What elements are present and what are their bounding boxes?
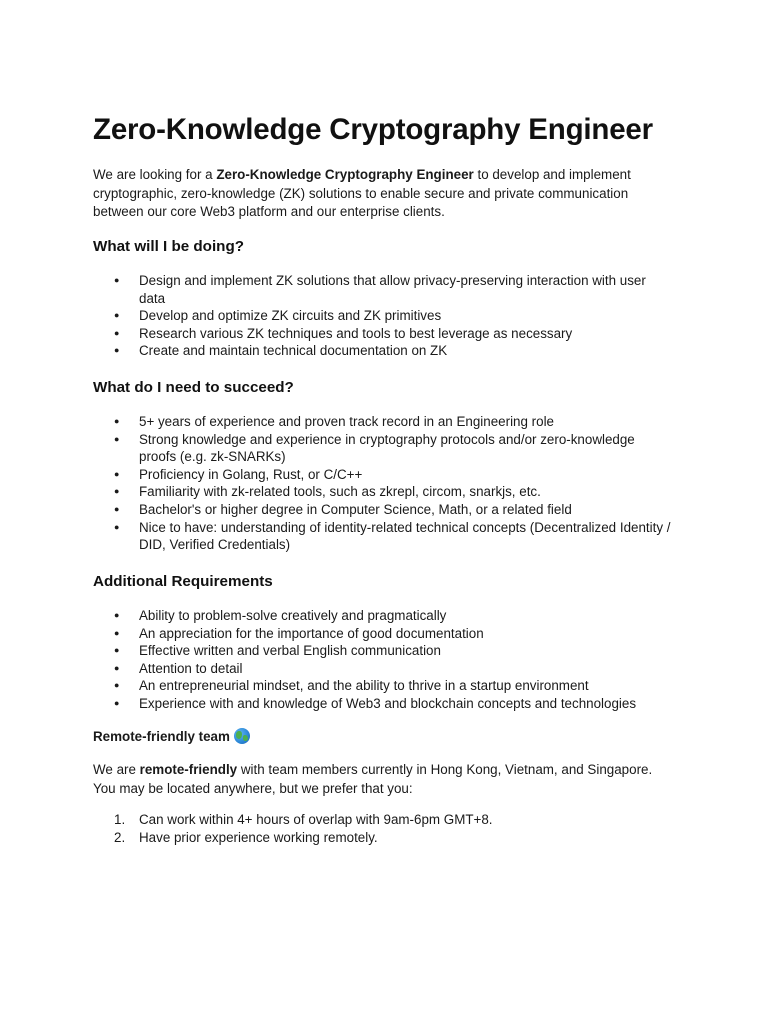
list-item: ● Attention to detail xyxy=(93,660,673,678)
remote-bold-text: remote-friendly xyxy=(139,762,238,777)
remote-text-rest: with team members currently in Hong Kong, Vietnam, and Singapore. You may be located anywhere, but we prefer that you: xyxy=(93,762,653,796)
item-number: 1. xyxy=(114,812,126,827)
list-item: ● Experience with and knowledge of Web3 and blockchain concepts and technologies xyxy=(93,695,673,713)
list-item: ● An appreciation for the importance of good documentation xyxy=(93,625,673,643)
section-heading-succeed: What do I need to succeed? xyxy=(93,379,294,396)
additional-list xyxy=(93,607,673,713)
remote-text: We are xyxy=(93,762,140,777)
intro-text: We are looking for a xyxy=(93,167,217,182)
item-text: Can work within 4+ hours of overlap with 9am-6pm GMT+8. xyxy=(139,812,493,827)
numbered-item xyxy=(93,829,673,847)
page-title: Zero-Knowledge Cryptography Engineer xyxy=(93,113,653,146)
list-item: ● Design and implement ZK solutions that allow privacy-preserving interaction with user data xyxy=(93,272,673,307)
list-item: ● 5+ years of experience and proven track record in an Engineering role xyxy=(93,413,673,431)
remote-heading-text: Remote-friendly team xyxy=(93,729,230,744)
list-item: ● Ability to problem-solve creatively and pragmatically xyxy=(93,607,673,625)
list-item: ● Create and maintain technical documentation on ZK xyxy=(93,342,673,360)
list-item: ● Bachelor's or higher degree in Computer Science, Math, or a related field xyxy=(93,501,673,519)
succeed-list xyxy=(93,413,673,554)
list-item: ● Strong knowledge and experience in cryptography protocols and/or zero-knowledge proofs (e.g. zk-SNARKs) xyxy=(93,431,673,466)
doing-list xyxy=(93,272,673,360)
intro-paragraph xyxy=(93,166,673,222)
list-item: ● Develop and optimize ZK circuits and ZK primitives xyxy=(93,307,673,325)
list-item: ● Familiarity with zk-related tools, such as zkrepl, circom, snarkjs, etc. xyxy=(93,483,673,501)
intro-text-rest: to develop and implement cryptographic, zero-knowledge (ZK) solutions to enable secure and private communication between our core Web3 platform and our enterprise clients. xyxy=(93,167,631,219)
section-heading-doing: What will I be doing? xyxy=(93,238,245,255)
item-number: 2. xyxy=(114,829,126,845)
list-item: ● Nice to have: understanding of identity-related technical concepts (Decentralized Identity / DID, Verified Credentials) xyxy=(93,519,673,554)
intro-bold-text: Zero-Knowledge Cryptography Engineer xyxy=(216,167,474,182)
globe-icon xyxy=(234,728,250,744)
remote-numbered-list xyxy=(93,811,673,846)
list-item: ● Proficiency in Golang, Rust, or C/C++ xyxy=(93,466,673,484)
remote-heading xyxy=(93,728,250,746)
item-text: Have prior experience working remotely. xyxy=(139,829,378,845)
list-item: ● An entrepreneurial mindset, and the ability to thrive in a startup environment xyxy=(93,677,673,695)
list-item: ● Research various ZK techniques and tools to best leverage as necessary xyxy=(93,325,673,343)
remote-paragraph xyxy=(93,761,673,798)
list-item: ● Effective written and verbal English communication xyxy=(93,642,673,660)
section-heading-additional: Additional Requirements xyxy=(93,573,273,590)
numbered-item xyxy=(93,811,673,829)
